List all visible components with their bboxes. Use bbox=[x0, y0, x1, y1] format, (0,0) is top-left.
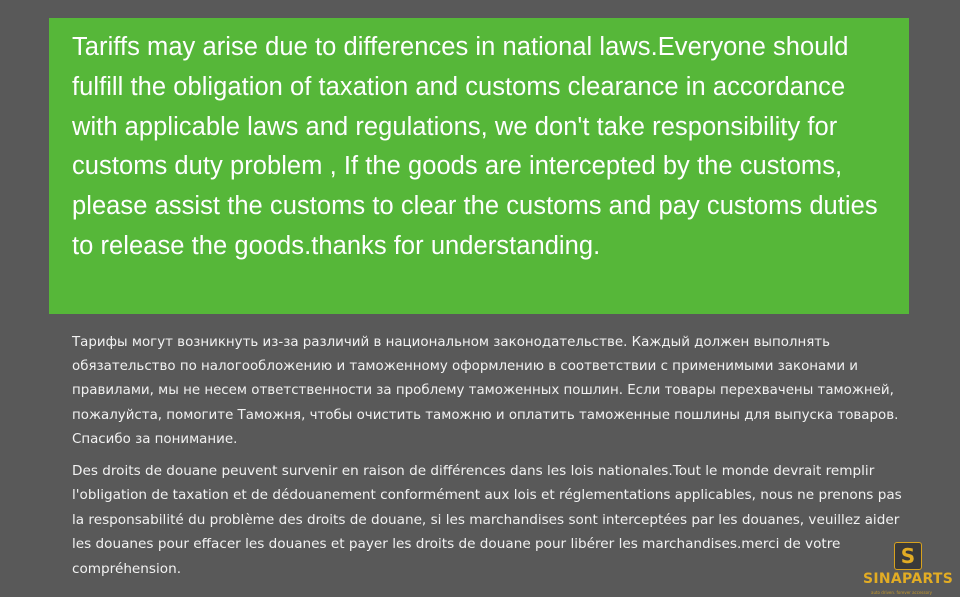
french-notice-text: Des droits de douane peuvent survenir en raison de différences dans les lois nationales.Tout le monde devrait remplir l'obligation de taxation et de dédouanement conformément aux lois et réglementations applicables, nous ne prenons pas la responsabilité du problème des droits de douane, si les marchandises sont interceptées par les douanes, veuillez aider les douanes pour effacer les douanes et payer les droits de douane pour libérer les marchandises.merci de votre compréhension. bbox=[72, 463, 902, 577]
s-badge-icon: S bbox=[894, 542, 922, 570]
logo-wordmark: SINAPARTS bbox=[863, 571, 954, 587]
english-notice-box bbox=[49, 18, 909, 314]
logo-tagline: auto driven. forever accessory bbox=[871, 590, 933, 595]
english-notice-text: Tariffs may arise due to differences in national laws.Everyone should fulfill the obligation of taxation and customs clearance in accordance with applicable laws and regulations, we don't take responsibility for customs duty problem , If the goods are intercepted by the customs, please assist the customs to clear the customs and pay customs duties to release the goods.thanks for understanding. bbox=[72, 33, 878, 260]
sinaparts-logo bbox=[861, 540, 957, 596]
russian-notice-text: Тарифы могут возникнуть из-за различий в национальном законодательстве. Каждый должен выполнять обязательство по налогообложению и таможенному оформлению в соответствии с применимыми законами и правилами, мы не несем ответственности за проблему таможенных пошлин. Если товары перехвачены таможней, пожалуйста, помогите Таможня, чтобы очистить таможню и оплатить таможенные пошлины для выпуска товаров. Спасибо за понимание. bbox=[72, 335, 899, 447]
